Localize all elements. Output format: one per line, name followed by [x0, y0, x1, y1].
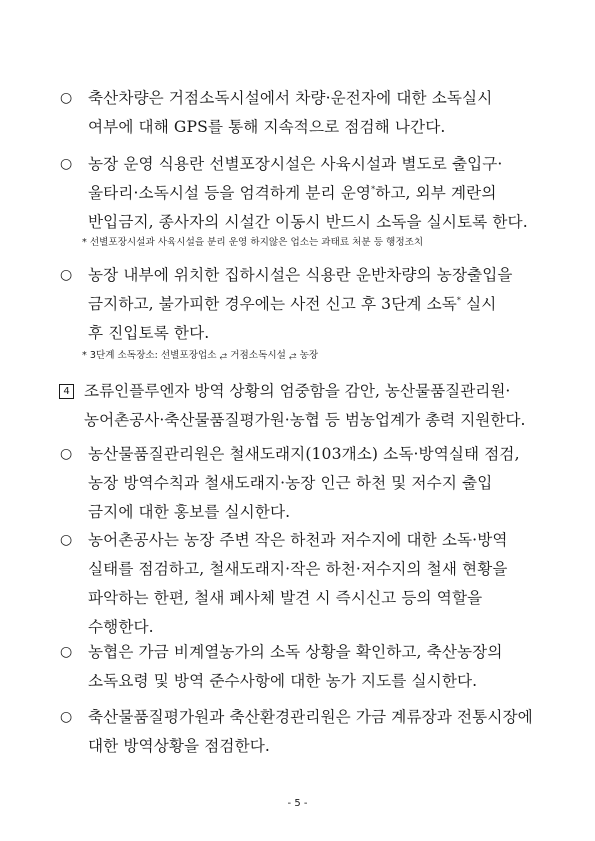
footnote-marker: * [456, 295, 462, 305]
bullet-text-line: 농장 방역수칙과 철새도래지·농장 인근 하천 및 저수지 출입 [88, 474, 493, 492]
bullet-text-line: 농협은 가금 비계열농가의 소독 상황을 확인하고, 축산농장의 [88, 643, 503, 661]
bullet-text-line: 농장 운영 식용란 선별포장시설은 사육시설과 별도로 출입구· [88, 155, 503, 173]
bullet-circle-icon: ○ [60, 644, 73, 660]
bullet-text-line: 여부에 대해 GPS를 통해 지속적으로 점검해 나간다. [88, 118, 446, 136]
bullet-text-line: 파악하는 한편, 철새 폐사체 발견 시 즉시신고 등의 역할을 [88, 589, 483, 607]
bullet-text-line: 농장 내부에 위치한 집하시설은 식용란 운반차량의 농장출입을 [88, 266, 513, 284]
page-number: - 5 - [287, 798, 308, 809]
section-heading-line: 농어촌공사·축산물품질평가원·농협 등 범농업계가 총력 지원한다. [84, 411, 526, 429]
bullet-circle-icon: ○ [60, 156, 73, 172]
bullet-text-line: 금지에 대한 홍보를 실시한다. [88, 503, 291, 521]
bullet-text-line: 반입금지, 종사자의 시설간 이동시 반드시 소독을 실시토록 한다. [88, 213, 528, 231]
bullet-text-line: 농어촌공사는 농장 주변 작은 하천과 저수지에 대한 소독·방역 [88, 531, 508, 549]
bullet-circle-icon: ○ [60, 709, 73, 725]
bullet-text-line: 대한 방역상황을 점검한다. [88, 737, 270, 755]
footnote-marker: * [371, 184, 376, 194]
bullet-text-line: 농산물품질관리원은 철새도래지(103개소) 소독·방역실태 점검, [88, 445, 520, 463]
section-number-box: 4 [59, 384, 74, 399]
section-heading-line: 조류인플루엔자 방역 상황의 엄중함을 감안, 농산물품질관리원· [84, 382, 511, 400]
bullet-circle-icon: ○ [60, 446, 73, 462]
bullet-text-line: 후 진입토록 한다. [88, 324, 210, 342]
footnote-separate-operation: * 선별포장시설과 사육시설을 분리 운영 하지않은 업소는 과태료 처분 등 행정조치 [82, 237, 424, 248]
footnote-three-stage-disinfection: * 3단계 소독장소: 선별포장업소 ⥄ 거점소독시설 ⥄ 농장 [82, 350, 319, 361]
bullet-text-line: 축산물품질평가원과 축산환경관리원은 가금 계류장과 전통시장에 [88, 708, 533, 726]
bullet-circle-icon: ○ [60, 532, 73, 548]
bullet-circle-icon: ○ [60, 90, 73, 106]
bullet-text-line: 실태를 점검하고, 철새도래지·작은 하천·저수지의 철새 현황을 [88, 560, 508, 578]
bullet-text-line: 수행한다. [88, 618, 154, 636]
bullet-circle-icon: ○ [60, 267, 73, 283]
bullet-text-line: 금지하고, 불가피한 경우에는 사전 신고 후 3단계 소독* 실시 [88, 295, 497, 313]
bullet-text-line: 축산차량은 거점소독시설에서 차량·운전자에 대한 소독실시 [88, 89, 493, 107]
bullet-text-line: 울타리·소독시설 등을 엄격하게 분리 운영*하고, 외부 계란의 [88, 184, 497, 202]
bullet-text-line: 소독요령 및 방역 준수사항에 대한 농가 지도를 실시한다. [88, 672, 478, 690]
